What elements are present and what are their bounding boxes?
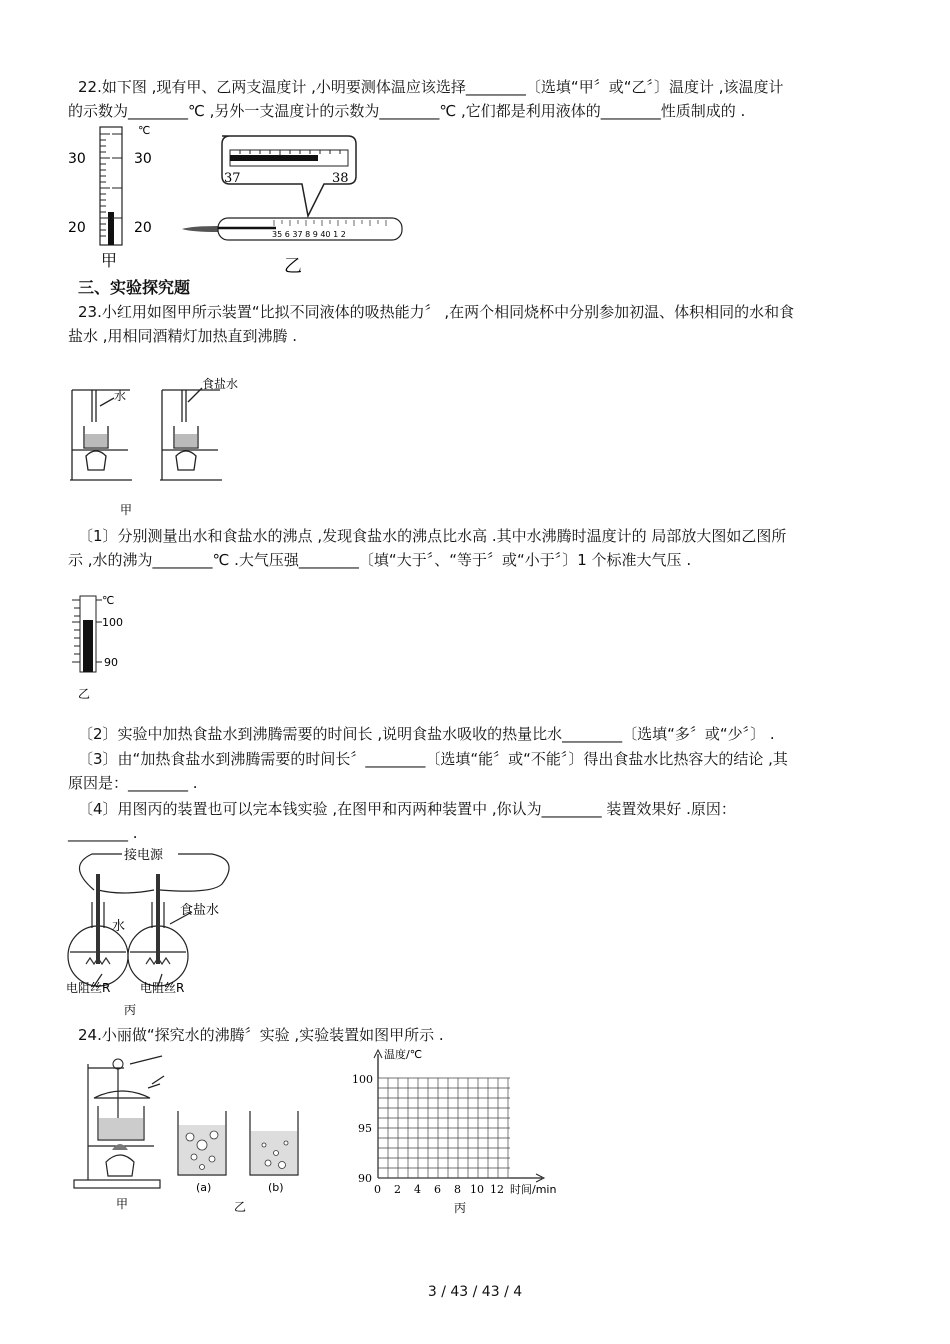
q24-graph-bing-figure xyxy=(350,1046,580,1216)
q24-fig-bing-caption: 丙 xyxy=(454,1201,467,1215)
q22-thermometer-jia-figure xyxy=(62,122,162,272)
page-footer: 3 / 43 / 43 / 4 xyxy=(427,1284,523,1300)
q24-fig-yi-caption: 乙 xyxy=(234,1200,247,1214)
thermometer-jia-liquid xyxy=(108,212,114,245)
zoom-label-37: 37 xyxy=(224,171,241,186)
q23-apparatus-jia-figure xyxy=(62,372,262,522)
left-electrode xyxy=(96,874,100,964)
graph-x-tick-6: 6 xyxy=(434,1183,441,1196)
q23-thermometer-yi-figure xyxy=(68,590,148,705)
beaker-salt-liquid xyxy=(175,434,197,447)
thermometer-jia-caption: 甲 xyxy=(101,251,118,270)
q23-line-2: 盐水 ,用相同酒精灯加热直到沸腾 . xyxy=(68,327,298,345)
q23-p1-line-1: 〔1〕分别测量出水和食盐水的沸点 ,发现食盐水的沸点比水高 .其中水沸腾时温度计的 局部放大图如乙图所 xyxy=(78,527,787,545)
graph-x-tick-8: 8 xyxy=(454,1183,461,1196)
graph-x-tick-4: 4 xyxy=(414,1183,421,1196)
thermometer-yi-scale: 35 6 37 8 9 40 1 2 xyxy=(272,230,346,239)
label-power-source: 接电源 xyxy=(124,848,164,863)
thermometer-yi-bulb xyxy=(182,226,218,232)
graph-x-tick-2: 2 xyxy=(394,1183,401,1196)
thermometer-jia-tick-30-right: 30 xyxy=(134,151,152,167)
graph-x-tick-12: 12 xyxy=(490,1183,504,1196)
thermometer-yi-caption: 乙 xyxy=(284,256,302,277)
q23-p1-line-2: 示 ,水的沸为________℃ .大气压强________〔填“大于〞、“等于〞或“小于〞〕1 个标准大气压 . xyxy=(68,551,692,569)
q22-line-1: 22.如下图 ,现有甲、乙两支温度计 ,小明要测体温应该选择________〔选填“甲〞或“乙〞〕温度计 ,该温度计 xyxy=(78,78,784,96)
graph-x-label: 时间/min xyxy=(510,1183,557,1196)
q22-thermometer-yi-figure xyxy=(178,132,418,277)
label-salt-water: 食盐水 xyxy=(202,377,239,391)
graph-y-tick-90: 90 xyxy=(358,1172,372,1185)
q23-line-1: 23.小红用如图甲所示装置“比拟不同液体的吸热能力〞 ,在两个相同烧杯中分别参加初温、体积相同的水和食 xyxy=(78,303,795,321)
zoom-label-38: 38 xyxy=(332,171,349,186)
graph-grid xyxy=(378,1078,510,1178)
graph-y-label: 温度/℃ xyxy=(384,1048,423,1061)
q23-tick-90: 90 xyxy=(104,656,118,669)
zoom-liquid-bar xyxy=(230,155,318,161)
label-beaker-b: (b) xyxy=(268,1181,284,1194)
q23-p2: 〔2〕实验中加热食盐水到沸腾需要的时间长 ,说明食盐水吸收的热量比水________〔选填“多〞或“少〞〕 . xyxy=(78,725,775,743)
q23-thermometer-liquid xyxy=(83,620,93,672)
q24-line-1: 24.小丽做“探究水的沸腾〞实验 ,实验装置如图甲所示 . xyxy=(78,1026,444,1044)
graph-y-tick-95: 95 xyxy=(358,1122,372,1135)
q23-thermometer-unit: ℃ xyxy=(102,594,115,607)
flame xyxy=(112,1144,128,1150)
label-bing-water: 水 xyxy=(112,919,126,934)
graph-x-tick-0: 0 xyxy=(374,1183,381,1196)
q24-bubbles-yi-figure xyxy=(172,1105,302,1215)
graph-x-tick-10: 10 xyxy=(470,1183,484,1196)
q22-line-2: 的示数为________℃ ,另外一支温度计的示数为________℃ ,它们都是利用液体的________性质制成的 . xyxy=(68,102,746,120)
thermometer-jia-unit: ℃ xyxy=(138,124,151,137)
q24-beaker-water xyxy=(99,1118,143,1139)
q24-fig-jia-caption: 甲 xyxy=(116,1197,129,1211)
q23-p4-line-1: 〔4〕用图丙的装置也可以完本钱实验 ,在图甲和丙两种装置中 ,你认为________ 装置效果好 .原因： xyxy=(78,800,736,818)
label-bing-salt-water: 食盐水 xyxy=(180,903,220,918)
thermometer-jia-tick-20-left: 20 xyxy=(68,220,86,236)
label-resistor-left: 电阻丝R xyxy=(66,981,111,995)
q23-p4-line-2: ________ . xyxy=(68,824,138,842)
q23-p3-line-1: 〔3〕由“加热食盐水到沸腾需要的时间长〞________〔选填“能〞或“不能〞〕得出食盐水比热容大的结论 ,其 xyxy=(78,750,788,768)
q23-fig-yi-caption: 乙 xyxy=(78,687,91,701)
q24-apparatus-jia-figure xyxy=(68,1050,178,1215)
thermometer-jia-tick-30-left: 30 xyxy=(68,151,86,167)
q23-tick-100: 100 xyxy=(102,616,123,629)
q23-apparatus-bing-figure xyxy=(62,846,262,1018)
section-3-title: 三、实验探究题 xyxy=(78,278,191,297)
q23-fig-bing-caption: 丙 xyxy=(124,1003,137,1017)
label-beaker-a: (a) xyxy=(196,1181,212,1194)
label-water: 水 xyxy=(114,389,127,403)
q23-fig-jia-caption: 甲 xyxy=(120,503,133,517)
q23-p3-line-2: 原因是：________ . xyxy=(68,774,198,792)
thermometer-jia-tick-20-right: 20 xyxy=(134,220,152,236)
right-electrode xyxy=(156,874,160,964)
beaker-water-liquid xyxy=(85,434,107,447)
label-resistor-right: 电阻丝R xyxy=(140,981,185,995)
graph-y-tick-100: 100 xyxy=(352,1073,373,1086)
